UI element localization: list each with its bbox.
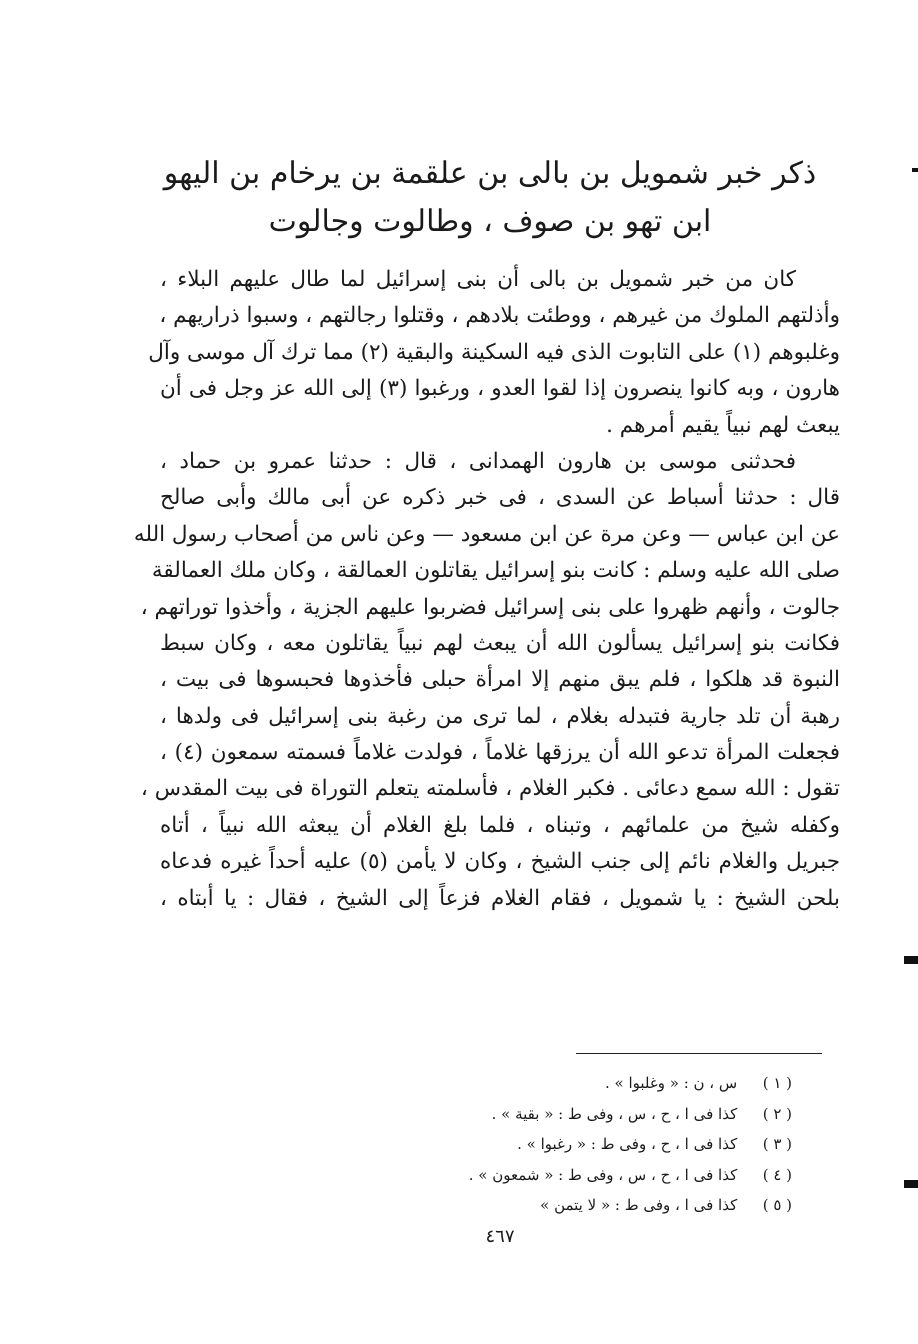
text-line: وكفله شيخ من علمائهم ، وتبناه ، فلما بلغ الغلام أن يبعثه الله نبياً ، أتاه <box>160 812 840 838</box>
footnote-number: ( ٢ ) <box>762 1104 792 1123</box>
text-line: هارون ، وبه كانوا ينصرون إذا لقوا العدو ، ورغبوا (٣) إلى الله عز وجل فى أن <box>160 376 840 402</box>
text-line: قال : حدثنا أسباط عن السدى ، فى خبر ذكره عن أبى مالك وأبى صالح <box>160 485 840 511</box>
footnote <box>469 1068 792 1099</box>
footnote <box>469 1099 792 1130</box>
footnote-text: كذا فى ا ، ح ، وفى ط : « رغبوا » . <box>517 1135 738 1153</box>
footnote-text: كذا فى ا ، وفى ط : « لا يتمن » <box>540 1196 738 1214</box>
margin-mark <box>912 168 918 172</box>
text-line: عن ابن عباس — وعن مرة عن ابن مسعود — وعن ناس من أصحاب رسول الله <box>133 521 840 547</box>
footnote-number: ( ٥ ) <box>762 1196 792 1214</box>
footnote <box>469 1129 792 1160</box>
footnote-number: ( ٤ ) <box>762 1165 792 1184</box>
heading-line-1: ذكر خبر شمويل بن بالى بن علقمة بن يرخام بن اليهو <box>163 156 817 191</box>
footnote-divider <box>576 1053 822 1054</box>
page-number: ٤٦٧ <box>485 1226 515 1247</box>
text-line: وأذلتهم الملوك من غيرهم ، ووطئت بلادهم ، وقتلوا رجالتهم ، وسبوا ذراريهم ، <box>159 303 840 329</box>
body-text <box>133 262 840 917</box>
text-line: تقول : الله سمع دعائى . فكبر الغلام ، فأسلمته يتعلم التوراة فى بيت المقدس ، <box>140 776 840 802</box>
text-line: وغلبوهم (١) على التابوت الذى فيه السكينة والبقية (٢) مما ترك آل موسى وآل <box>148 339 840 365</box>
text-line: بلحن الشيخ : يا شمويل ، فقام الغلام فزعاً إلى الشيخ ، فقال : يا أبتاه ، <box>160 885 840 911</box>
margin-mark <box>904 956 918 964</box>
text-line: يبعث لهم نبياً يقيم أمرهم . <box>606 412 840 438</box>
text-line: جالوت ، وأنهم ظهروا على بنى إسرائيل فضربوا عليهم الجزية ، وأخذوا توراتهم ، <box>140 594 840 620</box>
text-line: جبريل والغلام نائم إلى جنب الشيخ ، وكان لا يأمن (٥) عليه أحداً غيره فدعاه <box>160 849 840 875</box>
text-line: رهبة أن تلد جارية فتبدله بغلام ، لما ترى من رغبة بنى إسرائيل فى ولدها ، <box>160 703 840 729</box>
footnotes <box>469 1068 792 1221</box>
footnote-text: س ، ن : « وغلبوا » . <box>605 1074 738 1092</box>
margin-mark <box>904 1180 918 1188</box>
footnote <box>469 1160 792 1191</box>
text-line: صلى الله عليه وسلم : كانت بنو إسرائيل يقاتلون العمالقة ، وكان ملك العمالقة <box>151 558 840 584</box>
footnote-text: كذا فى ا ، ح ، س ، وفى ط : « شمعون » . <box>468 1165 738 1184</box>
text-line: فكانت بنو إسرائيل يسألون الله أن يبعث لهم نبياً يقاتلون معه ، وكان سبط <box>160 630 840 656</box>
footnote-text: كذا فى ا ، ح ، س ، وفى ط : « بقية » . <box>491 1104 738 1123</box>
chapter-heading <box>160 150 820 246</box>
text-line: فجعلت المرأة تدعو الله أن يرزقها غلاماً ، فولدت غلاماً فسمته سمعون (٤) ، <box>160 740 840 766</box>
text-line: فحدثنى موسى بن هارون الهمدانى ، قال : حدثنا عمرو بن حماد ، <box>160 448 796 474</box>
footnote-number: ( ١ ) <box>762 1074 792 1092</box>
heading-line-2: ابن تهو بن صوف ، وطالوت وجالوت <box>268 204 712 239</box>
footnote-number: ( ٣ ) <box>762 1135 792 1153</box>
text-line: كان من خبر شمويل بن بالى أن بنى إسرائيل لما طال عليهم البلاء ، <box>160 267 796 292</box>
text-line: النبوة قد هلكوا ، فلم يبق منهم إلا امرأة حبلى فأخذوها فحبسوها فى بيت ، <box>160 667 840 693</box>
footnote <box>469 1190 792 1221</box>
